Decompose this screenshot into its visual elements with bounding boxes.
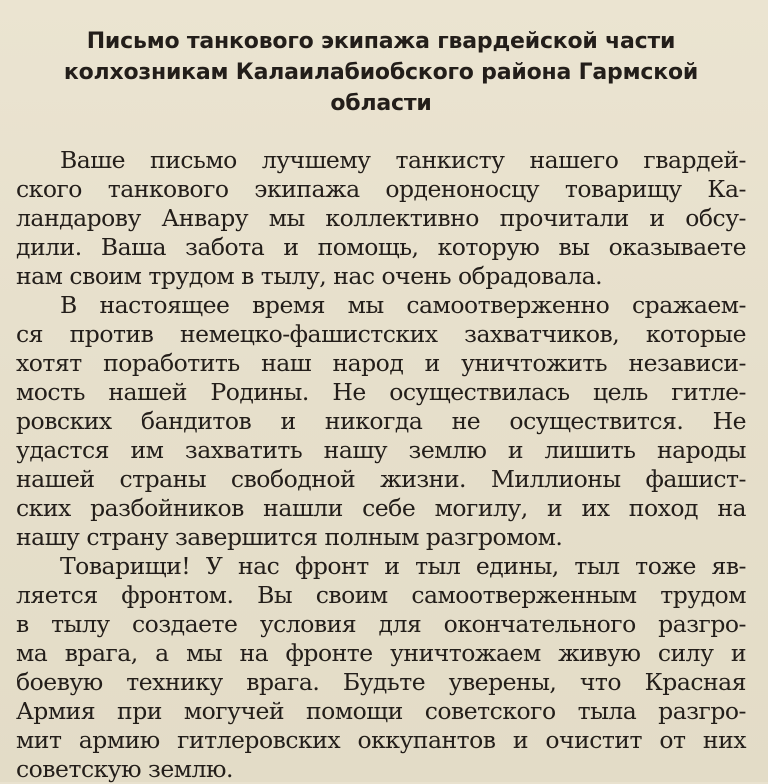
title-line: области [330,91,432,116]
text-line: Товарищи! У нас фронт и тыл едины, тыл тоже яв- [60,552,746,580]
text-line: ландарову Анвару мы коллективно прочитали и обсу- [16,204,746,232]
text-line: мит армию гитлеровских оккупантов и очистит от них [16,726,746,754]
text-line: нам своим трудом в тылу, нас очень обрадовала. [16,262,603,290]
text-line: боевую технику врага. Будьте уверены, что Красная [16,668,746,696]
paragraph-2 [16,291,746,552]
text-line: в тылу создаете условия для окончательного разгро- [16,610,746,638]
text-line: ских разбойников нашли себе могилу, и их поход на [16,494,746,522]
text-line: дили. Ваша забота и помощь, которую вы оказываете [16,233,746,261]
text-line: ского танкового экипажа орденоносцу товарищу Ка- [16,175,746,203]
document-title [36,26,726,119]
text-line: ровских бандитов и никогда не осуществится. Не [16,407,746,435]
text-line: ма врага, а мы на фронте уничтожаем живую силу и [16,639,746,667]
title-line: колхозникам Калаилабиобского района Гармской [63,60,699,85]
text-line: ляется фронтом. Вы своим самоотверженным трудом [16,581,746,609]
paragraph-3 [16,552,746,784]
text-line: Ваше письмо лучшему танкисту нашего гвардей- [60,146,746,174]
text-line: В настоящее время мы самоотверженно сражаем- [60,291,746,319]
text-line: советскую землю. [16,755,233,783]
text-line: нашу страну завершится полным разгромом. [16,523,563,551]
text-line: нашей страны свободной жизни. Миллионы фашист- [16,465,746,493]
paragraph-1 [16,146,746,291]
letter-body [16,146,746,784]
text-line: Армия при могучей помощи советского тыла разгро- [16,697,746,725]
text-line: мость нашей Родины. Не осуществилась цель гитле- [16,378,746,406]
title-line: Письмо танкового экипажа гвардейской части [86,29,676,54]
text-line: удастся им захватить нашу землю и лишить народы [16,436,746,464]
text-line: ся против немецко-фашистских захватчиков, которые [16,320,746,348]
text-line: хотят поработить наш народ и уничтожить независи- [16,349,746,377]
